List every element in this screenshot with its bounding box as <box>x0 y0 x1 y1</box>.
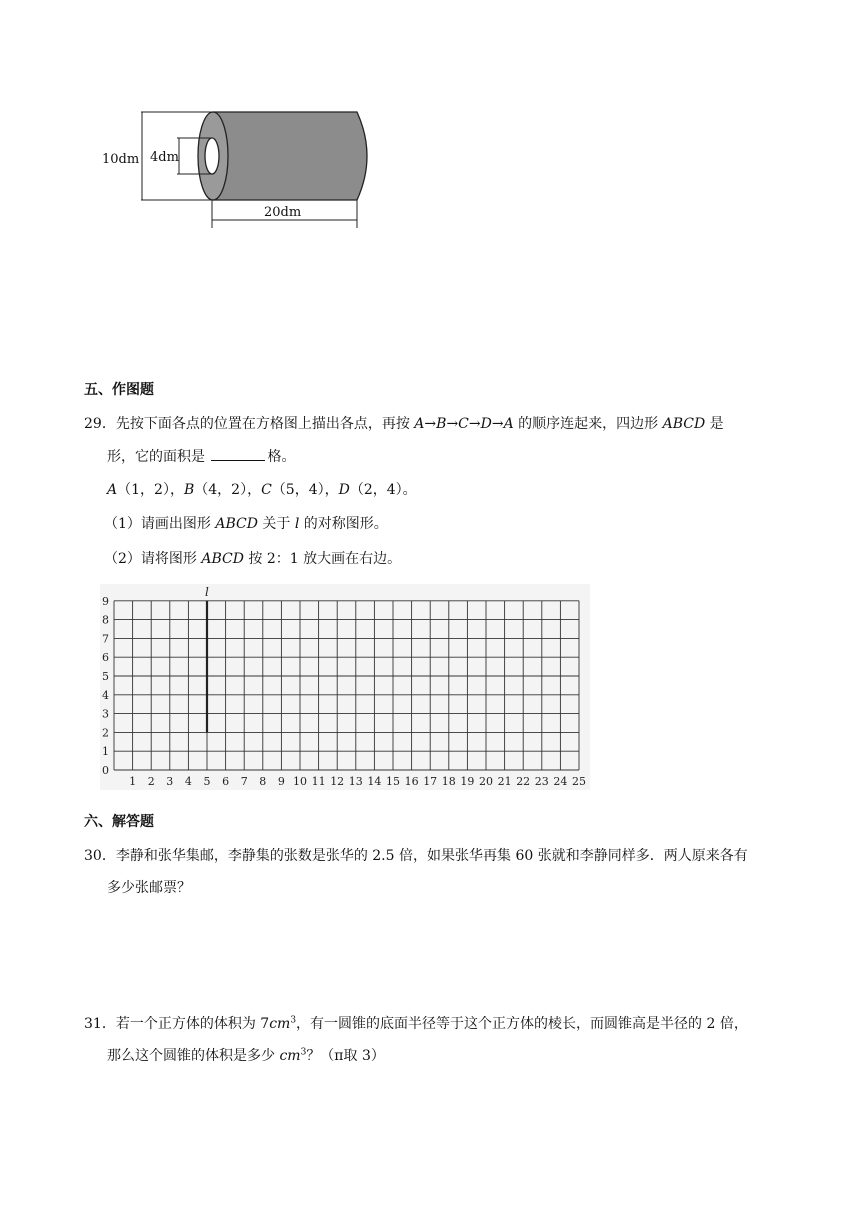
x-tick-label: 23 <box>534 775 549 788</box>
x-tick-label: 12 <box>330 775 345 788</box>
y-tick-label: 3 <box>102 707 109 721</box>
q31-line1: 31．若一个正方体的体积为 $7cm^3$，有一圆锥的底面半径等于这个正方体的棱长，而圆锥高是半径的 2 倍， <box>84 1015 748 1032</box>
x-tick-label: 16 <box>404 775 419 788</box>
x-tick-label: 6 <box>222 775 230 788</box>
y-tick-label: 4 <box>102 688 109 702</box>
x-tick-label: 2 <box>147 775 155 788</box>
pipe-body <box>213 112 367 200</box>
x-tick-label: 1 <box>129 775 137 788</box>
x-tick-label: 7 <box>240 775 248 788</box>
x-tick-label: 3 <box>166 775 174 788</box>
y-tick-label: 5 <box>102 670 109 683</box>
y-tick-label: 6 <box>102 651 109 665</box>
pipe-hole <box>205 138 219 174</box>
q31-number: 31． <box>84 1016 116 1032</box>
x-tick-label: 4 <box>184 775 192 788</box>
q29-line1: 29．先按下面各点的位置在方格图上描出各点，再按 A→B→C→D→A 的顺序连起来，四边形 ABCD 是 <box>84 416 724 432</box>
y-tick-label: 7 <box>102 632 109 646</box>
y-tick-label: 2 <box>102 726 109 740</box>
x-tick-label: 19 <box>460 775 475 788</box>
x-tick-label: 25 <box>572 775 586 788</box>
section5-heading: 五、作图题 <box>84 382 154 398</box>
q29-sub1: （1）请画出图形 ABCD 关于 l 的对称图形。 <box>104 516 388 532</box>
x-tick-label: 11 <box>311 775 326 788</box>
y-tick-label: 9 <box>102 594 109 608</box>
x-tick-label: 22 <box>516 775 531 788</box>
q29-sub2: （2）请将图形 ABCD 按 2：1 放大画在右边。 <box>104 551 402 567</box>
q31-line2: 那么这个圆锥的体积是多少 $cm^3$？（π取 3） <box>107 1047 385 1064</box>
pipe-inner-label: 4dm <box>150 150 179 165</box>
area-answer-blank[interactable] <box>211 446 265 461</box>
x-tick-label: 21 <box>497 775 512 788</box>
x-tick-label: 24 <box>553 775 568 788</box>
q29-points: A（1，2），B（4，2），C（5，4），D（2，4）。 <box>107 482 417 498</box>
x-tick-label: 10 <box>293 775 307 788</box>
x-tick-label: 15 <box>386 775 400 788</box>
section6-heading: 六、解答题 <box>84 814 154 830</box>
y-tick-label: 0 <box>102 764 109 777</box>
y-tick-label: 1 <box>102 745 109 759</box>
q29-line2: 形，它的面积是 格。 <box>107 446 295 467</box>
pipe-outer-label: 10dm <box>102 152 140 167</box>
x-tick-label: 5 <box>203 775 211 788</box>
x-tick-label: 13 <box>348 775 363 788</box>
x-tick-label: 20 <box>479 775 493 788</box>
q29-number: 29． <box>84 416 116 432</box>
pipe-figure <box>95 100 385 240</box>
q30-number: 30． <box>84 848 116 864</box>
x-tick-label: 14 <box>367 775 382 788</box>
x-tick-label: 9 <box>277 775 285 788</box>
q30-line1: 30．李静和张华集邮，李静集的张数是张华的 2.5 倍，如果张华再集 60 张就和李静同样多．两人原来各有 <box>84 848 748 864</box>
pipe-length-label: 20dm <box>264 205 302 220</box>
coordinate-grid[interactable] <box>100 584 590 790</box>
y-tick-label: 8 <box>102 613 109 627</box>
x-tick-label: 17 <box>423 775 438 788</box>
x-tick-label: 8 <box>259 775 267 788</box>
x-tick-label: 18 <box>441 775 456 788</box>
q30-line2: 多少张邮票？ <box>107 880 191 896</box>
symmetry-axis-label: l <box>205 584 209 599</box>
